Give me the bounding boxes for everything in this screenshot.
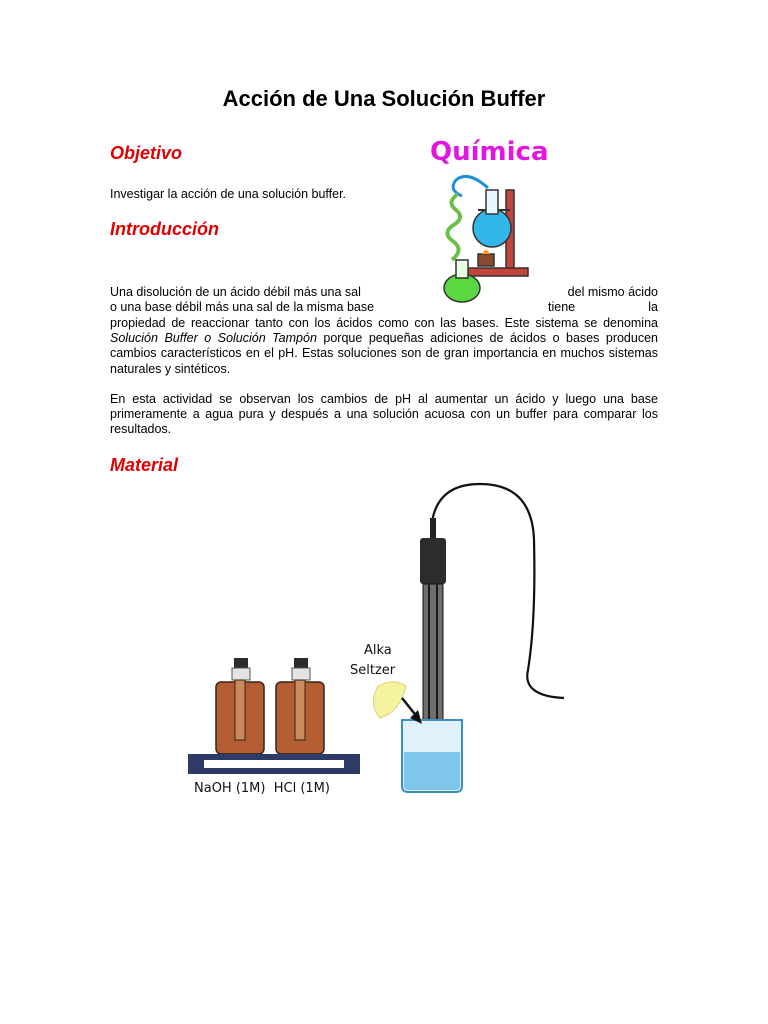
heading-objetivo: Objetivo: [110, 143, 183, 163]
intro-line-1: [110, 285, 658, 300]
intro-para1-text-b: porque pequeñas adiciones de ácidos o bases producen cambios característicos en el pH. Estas soluciones son de gran importancia en muchos sistemas naturales y sintéticos.: [110, 331, 658, 376]
intro-line-2: [110, 300, 658, 315]
intro-paragraph-2: En esta actividad se observan los cambios de pH al aumentar un ácido y luego una base primeramente a agua pura y después a una solución acuosa con un buffer para comparar los resultados.: [110, 392, 658, 437]
hcl-bottle: [276, 658, 324, 754]
probe-connector: [430, 518, 436, 540]
naoh-bottle: [216, 658, 264, 754]
probe-cable: [432, 484, 564, 698]
alka-label-line-2: Seltzer: [350, 663, 396, 678]
intro-para1-italic: Solución Buffer o Solución Tampón: [110, 331, 317, 346]
alka-label-line-1: Alka: [364, 643, 392, 658]
intro-para1-text-a: propiedad de reaccionar tanto con los ácidos como con las bases. Este sistema se denomina: [110, 316, 658, 330]
intro-line-1-left: Una disolución de un ácido débil más una sal: [110, 285, 361, 299]
heading-introduccion: Introducción: [110, 219, 219, 239]
intro-line-2-right: la: [648, 300, 658, 314]
alka-seltzer-tablet: [373, 682, 406, 718]
intro-paragraph-1: [110, 316, 658, 377]
intro-line-1-right: del mismo ácido: [567, 285, 658, 299]
quimica-label: Química: [430, 137, 549, 167]
page-title: Acción de Una Solución Buffer: [222, 86, 546, 111]
bottle-labels: NaOH (1M) HCl (1M): [194, 781, 330, 796]
objetivo-text: Investigar la acción de una solución buffer.: [110, 187, 347, 201]
ph-meter-setup-illustration: [180, 480, 580, 800]
beaker-liquid: [404, 752, 460, 790]
intro-line-2-left: o una base débil más una sal de la misma base: [110, 300, 375, 314]
probe-head: [420, 538, 446, 584]
heading-material: Material: [110, 455, 179, 475]
intro-line-2-mid: tiene: [548, 300, 576, 314]
